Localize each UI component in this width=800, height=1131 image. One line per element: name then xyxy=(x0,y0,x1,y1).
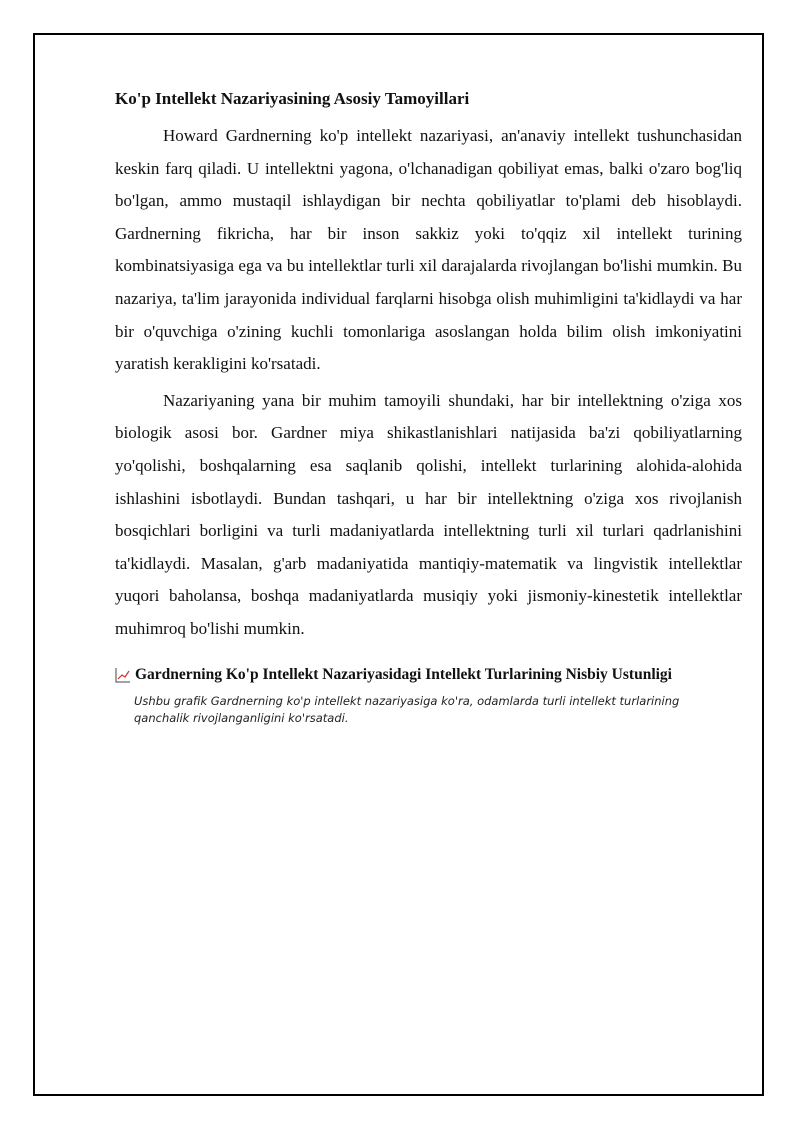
section-heading: Ko'p Intellekt Nazariyasining Asosiy Tamoyillari xyxy=(115,89,470,108)
chart-title: Gardnerning Ko'p Intellekt Nazariyasidagi Intellekt Turlarining Nisbiy Ustunligi xyxy=(135,665,672,683)
chart-increasing-icon xyxy=(115,667,131,683)
paragraph-1: Howard Gardnerning ko'p intellekt nazariyasi, an'anaviy intellekt tushunchasidan keskin farq qiladi. U intellektni yagona, o'lchanadigan qobiliyat emas, balki o'zaro bog'liq bo'lgan, ammo mustaqil ishlaydigan bir nechta qobiliyatlar to'plami deb hisoblaydi. Gardnerning fikricha, har bir inson sakkiz yoki to'qqiz xil intellekt turining kombinatsiyasiga ega va bu intellektlar turli xil darajalarda rivojlangan bo'lishi mumkin. Bu nazariya, ta'lim jarayonida individual farqlarni hisobga olish muhimligini ta'kidlaydi va har bir o'quvchiga o'zining kuchli tomonlariga asoslangan holda bilim olish imkoniyatini yaratish kerakligini ko'rsatadi. xyxy=(115,126,742,374)
document-body xyxy=(115,86,742,727)
chart-description: Ushbu grafik Gardnerning ko'p intellekt nazariyasiga ko'ra, odamlarda turli intellekt turlarining qanchalik rivojlanganligini ko'rsatadi. xyxy=(134,693,680,725)
chart-caption-block xyxy=(115,664,742,727)
chart-title-row xyxy=(115,664,742,686)
paragraph-2: Nazariyaning yana bir muhim tamoyili shundaki, har bir intellektning o'ziga xos biologik asosi bor. Gardner miya shikastlanishlari natijasida ba'zi qobiliyatlarning yo'qolishi, boshqalarning esa saqlanib qolishi, intellekt turlarining alohida-alohida ishlashini isbotlaydi. Bundan tashqari, u har bir intellektning o'ziga xos rivojlanish bosqichlari borligini va turli madaniyatlarda intellektning turli xil turlari qadrlanishini ta'kidlaydi. Masalan, g'arb madaniyatida mantiqiy-matematik va lingvistik intellektlar yuqori baholansa, boshqa madaniyatlarda musiqiy yoki jismoniy-kinestetik intellektlar muhimroq bo'lishi mumkin. xyxy=(115,390,742,638)
